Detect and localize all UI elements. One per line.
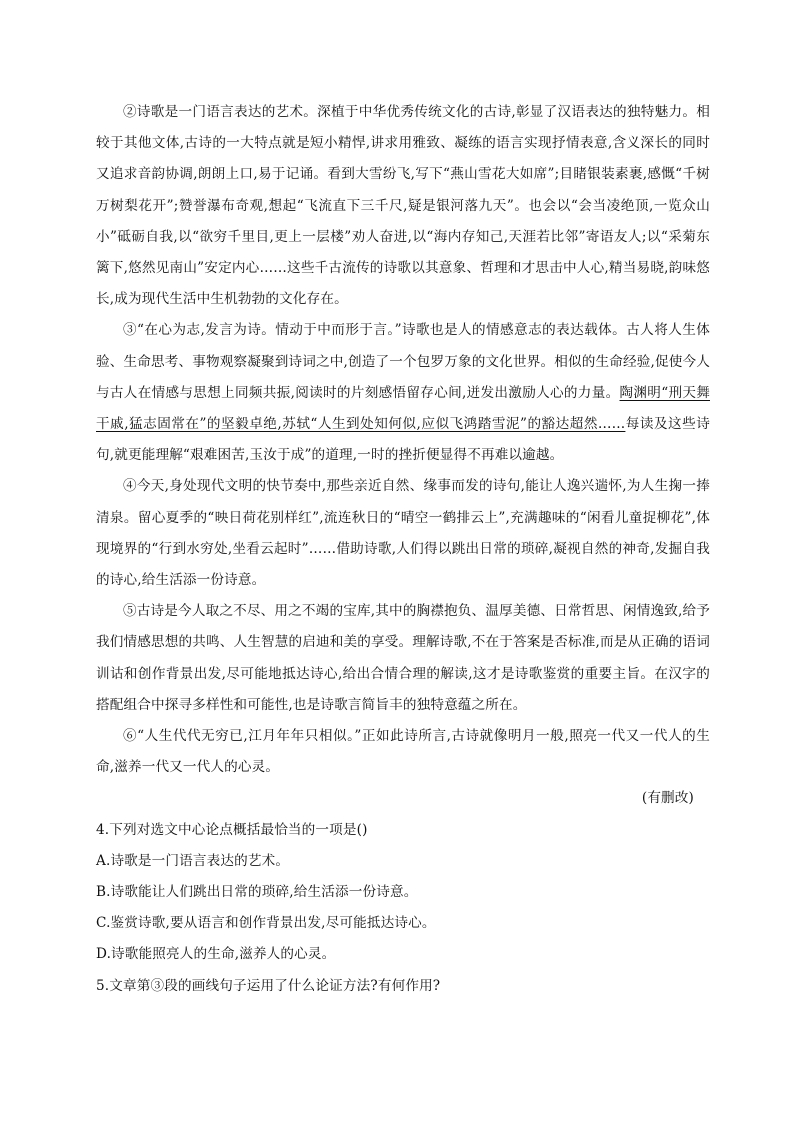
paragraph-5: ⑤古诗是今人取之不尽、用之不竭的宝库,其中的胸襟抱负、温厚美德、日常哲思、闲情逸致,给予我们情感思想的共鸣、人生智慧的启迪和美的享受。理解诗歌,不在于答案是否标准,而是从正确的语词训诂和创作背景出发,尽可能地抵达诗心,给出合情合理的解读,这才是诗歌鉴赏的重要主旨。在汉字的搭配组合中探寻多样性和可能性,也是诗歌言简旨丰的独特意蕴之所在。 xyxy=(96,603,710,713)
paragraph-6: ⑥“人生代代无穷已,江月年年只相似。”正如此诗所言,古诗就像明月一般,照亮一代又一代人的生命,滋养一代又一代人的心灵。 xyxy=(96,728,710,776)
question-4-option-a: A.诗歌是一门语言表达的艺术。 xyxy=(96,852,290,869)
paragraph-3 xyxy=(96,315,710,471)
source-note: (有删改) xyxy=(641,790,694,807)
paragraph-3-intro: ③“在心为志,发言为诗。情动于中而形于言。”诗歌也是人的情感意志的表达载体。古人将人生体验、生命思考、事物观察凝聚到诗词之中,创造了一个包罗万象的文化世界。相似的生命经验,促使今人与古人在情感与思想上同频共振,阅读时的片刻感悟留存心间,迸发出激励人心的力量。 xyxy=(96,322,710,401)
question-4-option-d: D.诗歌能照亮人的生命,滋养人的心灵。 xyxy=(96,946,336,963)
paragraph-4: ④今天,身处现代文明的快节奏中,那些亲近自然、缘事而发的诗句,能让人逸兴遄怀,为人生掬一捧清泉。留心夏季的“映日荷花别样红”,流连秋日的“晴空一鹤排云上”,充满趣味的“闲看儿童捉柳花”,体现境界的“行到水穷处,坐看云起时”……借助诗歌,人们得以跳出日常的琐碎,凝视自然的神奇,发掘自我的诗心,给生活添一份诗意。 xyxy=(96,478,710,589)
underlined-sentence: 陶渊明“刑天舞干戚,猛志固常在”的坚毅卓绝,苏轼“人生到处知何似,应似飞鸿踏雪泥”的豁达超然…… xyxy=(96,384,710,433)
question-4-option-b: B.诗歌能让人们跳出日常的琐碎,给生活添一份诗意。 xyxy=(96,884,418,901)
document-page xyxy=(96,97,710,1002)
paragraph-2: ②诗歌是一门语言表达的艺术。深植于中华优秀传统文化的古诗,彰显了汉语表达的独特魅力。相较于其他文体,古诗的一大特点就是短小精悍,讲求用雅致、凝练的语言实现抒情表意,含义深长的同时又追求音韵协调,朗朗上口,易于记诵。看到大雪纷飞,写下“燕山雪花大如席”;目睹银装素裹,感慨“千树万树梨花开”;赞誉瀑布奇观,想起“飞流直下三千尺,疑是银河落九天”。也会以“会当凌绝顶,一览众山小”砥砺自我,以“欲穷千里目,更上一层楼”劝人奋进,以“海内存知己,天涯若比邻”寄语友人;以“采菊东篱下,悠然见南山”安定内心……这些千古流传的诗歌以其意象、哲理和才思击中人心,精当易晓,韵味悠长,成为现代生活中生机勃勃的文化存在。 xyxy=(96,104,710,308)
question-4: 4.下列对选文中心论点概括最恰当的一项是() xyxy=(96,821,368,838)
question-4-option-c: C.鉴赏诗歌,要从语言和创作背景出发,尽可能抵达诗心。 xyxy=(96,915,436,932)
question-5: 5.文章第③段的画线句子运用了什么论证方法?有何作用? xyxy=(96,977,441,994)
paragraph-3-conclusion: 每读及这些诗句,就更能理解“艰难困苦,玉汝于成”的道理,一时的挫折便显得不再难以逾越。 xyxy=(96,416,710,464)
